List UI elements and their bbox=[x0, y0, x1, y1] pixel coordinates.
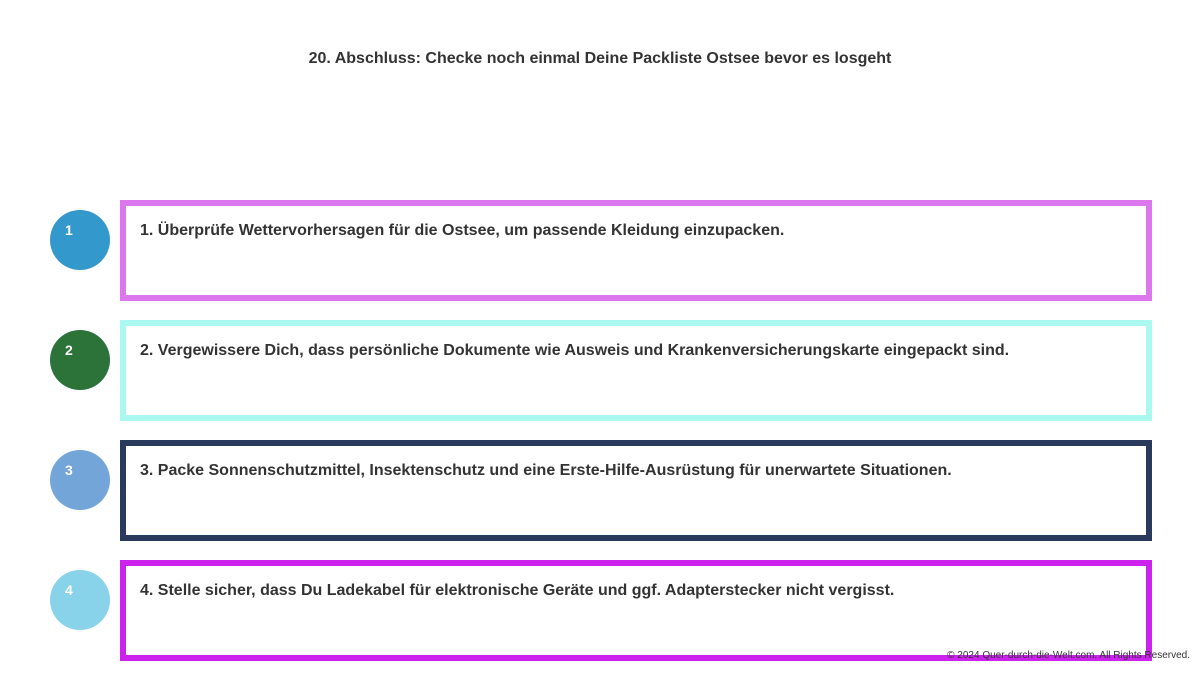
step-box bbox=[120, 320, 1152, 421]
copyright-footer: © 2024 Quer-durch-die-Welt.com. All Rights Reserved. bbox=[947, 650, 1190, 661]
step-number-badge: 2 bbox=[50, 330, 110, 390]
step-item-4 bbox=[0, 560, 1200, 660]
step-item-2 bbox=[0, 320, 1200, 420]
step-box bbox=[120, 560, 1152, 661]
step-box bbox=[120, 440, 1152, 541]
step-text: 1. Überprüfe Wettervorhersagen für die Ostsee, um passende Kleidung einzupacken. bbox=[140, 222, 785, 239]
step-item-1 bbox=[0, 200, 1200, 300]
step-text: 3. Packe Sonnenschutzmittel, Insektenschutz und eine Erste-Hilfe-Ausrüstung für unerwartete Situationen. bbox=[140, 462, 952, 479]
step-number-badge: 3 bbox=[50, 450, 110, 510]
step-box bbox=[120, 200, 1152, 301]
step-number-badge: 1 bbox=[50, 210, 110, 270]
step-item-3 bbox=[0, 440, 1200, 540]
page-title: 20. Abschluss: Checke noch einmal Deine Packliste Ostsee bevor es losgeht bbox=[308, 50, 892, 67]
step-text: 2. Vergewissere Dich, dass persönliche Dokumente wie Ausweis und Krankenversicherungskarte eingepackt sind. bbox=[140, 342, 1010, 359]
step-number-badge: 4 bbox=[50, 570, 110, 630]
step-text: 4. Stelle sicher, dass Du Ladekabel für elektronische Geräte und ggf. Adapterstecker nicht vergisst. bbox=[140, 582, 895, 599]
